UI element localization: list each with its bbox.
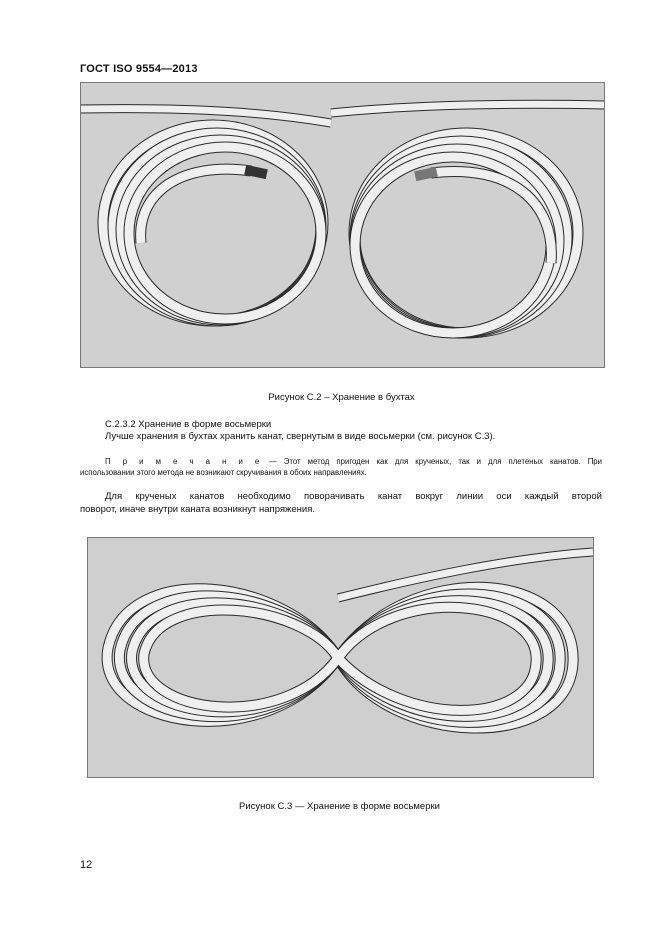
rope-coils-illustration <box>81 83 604 367</box>
right-coil <box>354 133 578 333</box>
body-paragraph <box>80 491 602 516</box>
figure-c3-caption: Рисунок С.3 — Хранение в форме восьмерки <box>239 801 440 812</box>
note-block <box>80 457 602 478</box>
figure-eight-loops <box>107 587 573 728</box>
figure-c3-figure-eight <box>87 537 594 778</box>
paragraph-line1: Для крученых канатов необходимо поворачивать канат вокруг линии оси каждый второй <box>105 491 602 502</box>
page-number: 12 <box>80 859 93 871</box>
note-label: П р и м е ч а н и е <box>105 457 262 466</box>
figure-c2-rope-coils <box>80 82 605 368</box>
left-coil <box>103 125 323 321</box>
section-text: Лучше хранения в бухтах хранить канат, свернутым в виде восьмерки (см. рисунок С.3). <box>105 431 496 442</box>
rope-figure-eight-illustration <box>88 538 593 777</box>
paragraph-line2: поворот, иначе внутри каната возникнут напряжения. <box>80 503 315 515</box>
document-header: ГОСТ ISO 9554—2013 <box>80 63 198 75</box>
note-first-line <box>80 457 602 468</box>
figure-c2-caption: Рисунок С.2 – Хранение в бухтах <box>268 392 415 403</box>
section-heading: С.2.3.2 Хранение в форме восьмерки <box>105 419 272 430</box>
note-text-line2: использовании этого метода не возникают скручивания в обоих направлениях. <box>80 467 367 477</box>
rope-strand-top <box>81 104 604 123</box>
note-text-line1: — Этот метод пригоден как для крученых, так и для плетеных канатов. При <box>261 457 602 466</box>
